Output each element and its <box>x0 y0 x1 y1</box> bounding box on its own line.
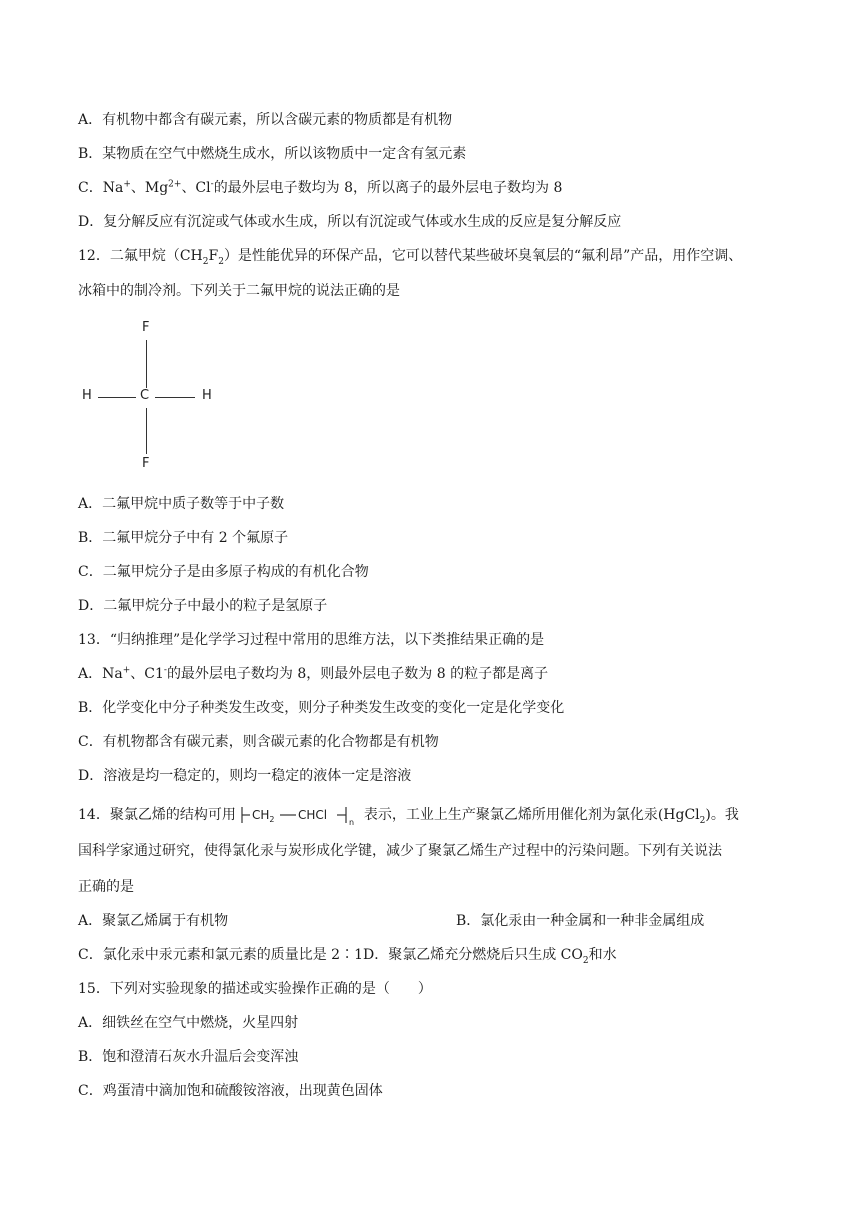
q12-stem-line2: 冰箱中的制冷剂。下列关于二氟甲烷的说法正确的是 <box>78 283 400 299</box>
atom-f-bottom: F <box>142 456 150 471</box>
q13-stem: 13．“归纳推理”是化学学习过程中常用的思维方法，以下类推结果正确的是 <box>78 632 545 648</box>
q12-stem: 12．二氟甲烷$(CH_2F_2)$是性能优异的环保产品，它可以替代某些破坏臭氧层的“氟利昂”产品，用作空调、 <box>78 248 743 267</box>
atom-f-top: F <box>142 320 150 335</box>
q14-options-row2 <box>78 945 617 965</box>
q12-option-c: C．二氟甲烷分子是由多原子构成的有机化合物 <box>78 564 369 580</box>
q15-option-a: A．细铁丝在空气中燃烧，火星四射 <box>78 1015 299 1031</box>
q14-stem-line2: 国科学家通过研究，使得氯化汞与炭形成化学键，减少了聚氯乙烯生产过程中的污染问题。下列有关说法 <box>78 843 722 859</box>
q13-option-c: C．有机物都含有碳元素，则含碳元素的化合物都是有机物 <box>78 734 439 750</box>
q11-option-d: D．复分解反应有沉淀或气体或水生成，所以有沉淀或气体或水生成的反应是复分解反应 <box>78 214 622 230</box>
q15-option-b: B．饱和澄清石灰水升温后会变浑浊 <box>78 1049 299 1065</box>
q14-option-c: C．氯化汞中汞元素和氯元素的质量比是 2∶1 <box>78 947 363 963</box>
q11-option-a: A．有机物中都含有碳元素，所以含碳元素的物质都是有机物 <box>78 112 453 128</box>
q14-stem: 14．聚氯乙烯的结构可用 $CH_2$ CHCl n 表示，工业上生产聚氯乙烯所用催化剂为氯化汞(HgCl$_2$)。我 <box>78 804 739 826</box>
q14-options-row1 <box>78 911 705 931</box>
bond-top <box>146 340 147 388</box>
difluoromethane-structure <box>78 318 228 473</box>
svg-text:CHCl: CHCl <box>297 808 327 822</box>
q15-option-c: C．鸡蛋清中滴加饱和硫酸铵溶液，出现黄色固体 <box>78 1083 383 1099</box>
bond-left <box>98 397 136 398</box>
q13-option-b: B．化学变化中分子种类发生改变，则分子种类发生改变的变化一定是化学变化 <box>78 700 565 716</box>
atom-c-center: C <box>140 388 150 403</box>
q12-option-b: B．二氟甲烷分子中有 2 个氟原子 <box>78 530 289 546</box>
q12-option-a: A．二氟甲烷中质子数等于中子数 <box>78 496 285 512</box>
pvc-formula <box>240 804 360 826</box>
q14-option-b: B．氯化汞由一种金属和一种非金属组成 <box>456 913 705 929</box>
bond-right <box>155 397 195 398</box>
bond-bottom <box>146 408 147 454</box>
q12-option-d: D．二氟甲烷分子中最小的粒子是氢原子 <box>78 598 328 614</box>
atom-h-left: H <box>82 388 92 403</box>
svg-text:CH2: $CH_2$ <box>251 808 275 824</box>
q14-option-d: D．聚氯乙烯充分燃烧后只生成 $CO_2$和水 <box>362 947 617 966</box>
atom-h-right: H <box>202 388 212 403</box>
q13-option-a: A．Na+、C1-的最外层电子数均为 8，则最外层电子数为 8 的粒子都是离子 <box>78 665 549 682</box>
q15-stem: 15．下列对实验现象的描述或实验操作正确的是（ ） <box>78 981 432 997</box>
q14-stem-line3: 正确的是 <box>78 879 134 895</box>
svg-text:n: n <box>348 818 354 826</box>
q11-option-b: B．某物质在空气中燃烧生成水，所以该物质中一定含有氢元素 <box>78 146 467 162</box>
q13-option-d: D．溶液是均一稳定的，则均一稳定的液体一定是溶液 <box>78 768 412 784</box>
q14-option-a: A．聚氯乙烯属于有机物 <box>78 913 229 929</box>
q11-option-c: C．Na+、$Mg^{2+}$、Cl-的最外层电子数均为 8，所以离子的最外层电子数均为 8 <box>78 179 563 196</box>
